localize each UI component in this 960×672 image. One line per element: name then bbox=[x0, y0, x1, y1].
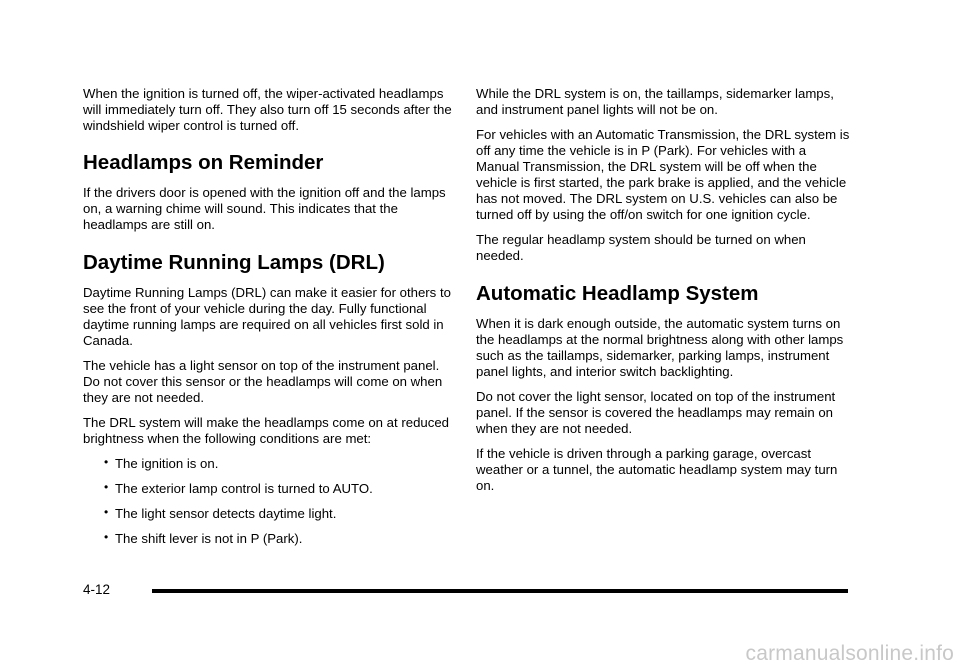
left-column bbox=[83, 86, 455, 556]
automatic-headlamp-paragraph-2: Do not cover the light sensor, located on top of the instrument panel. If the sensor is covered the headlamps may remain on when they are not needed. bbox=[476, 389, 836, 436]
drl-paragraph-3: The DRL system will make the headlamps come on at reduced brightness when the following conditions are met: bbox=[83, 415, 449, 446]
headlamps-reminder-paragraph: If the drivers door is opened with the ignition off and the lamps on, a warning chime will sound. This indicates that the headlamps are still on. bbox=[83, 185, 446, 232]
list-item: • The shift lever is not in P (Park). bbox=[104, 530, 303, 546]
list-item: • The ignition is on. bbox=[104, 455, 219, 471]
bullet-icon: • bbox=[104, 530, 109, 544]
regular-headlamp-paragraph: The regular headlamp system should be turned on when needed. bbox=[476, 232, 806, 263]
list-item: • The light sensor detects daytime light. bbox=[104, 505, 337, 521]
automatic-headlamp-heading: Automatic Headlamp System bbox=[476, 282, 759, 305]
headlamps-reminder-heading: Headlamps on Reminder bbox=[83, 151, 324, 174]
drl-heading: Daytime Running Lamps (DRL) bbox=[83, 251, 385, 274]
right-column bbox=[476, 86, 850, 503]
drl-transmission-paragraph: For vehicles with an Automatic Transmission, the DRL system is off any time the vehicle is in P (Park). For vehicles with a Manual Transmission, the DRL system will be off when the vehicle is first started, the park brake is applied, and the vehicle has not moved. The DRL system on U.S. vehicles can also be turned off by using the off/on switch for one ignition cycle. bbox=[476, 127, 850, 222]
wiper-headlamps-paragraph: When the ignition is turned off, the wiper-activated headlamps will immediately turn off. They also turn off 15 seconds after the windshield wiper control is turned off. bbox=[83, 86, 452, 133]
drl-paragraph-2: The vehicle has a light sensor on top of the instrument panel. Do not cover this sensor or the headlamps will come on when they are not needed. bbox=[83, 358, 443, 405]
bullet-icon: • bbox=[104, 505, 109, 519]
drl-lights-paragraph: While the DRL system is on, the taillamps, sidemarker lamps, and instrument panel lights will not be on. bbox=[476, 86, 834, 117]
drl-paragraph-1: Daytime Running Lamps (DRL) can make it easier for others to see the front of your vehicle during the day. Fully functional daytime running lamps are required on all vehicles first sold in Canada. bbox=[83, 285, 451, 348]
bullet-icon: • bbox=[104, 455, 109, 469]
automatic-headlamp-paragraph-3: If the vehicle is driven through a parking garage, overcast weather or a tunnel, the automatic headlamp system may turn on. bbox=[476, 446, 838, 493]
list-item: • The exterior lamp control is turned to AUTO. bbox=[104, 480, 373, 496]
footer-rule bbox=[152, 589, 848, 593]
page-number: 4-12 bbox=[83, 582, 111, 597]
automatic-headlamp-paragraph-1: When it is dark enough outside, the automatic system turns on the headlamps at the normal brightness along with other lamps such as the taillamps, sidemarker, parking lamps, instrument panel lights, and interior switch backlighting. bbox=[476, 316, 844, 379]
watermark: carmanualsonline.info bbox=[745, 642, 954, 665]
drl-conditions-list bbox=[83, 456, 455, 547]
bullet-icon: • bbox=[104, 480, 109, 494]
